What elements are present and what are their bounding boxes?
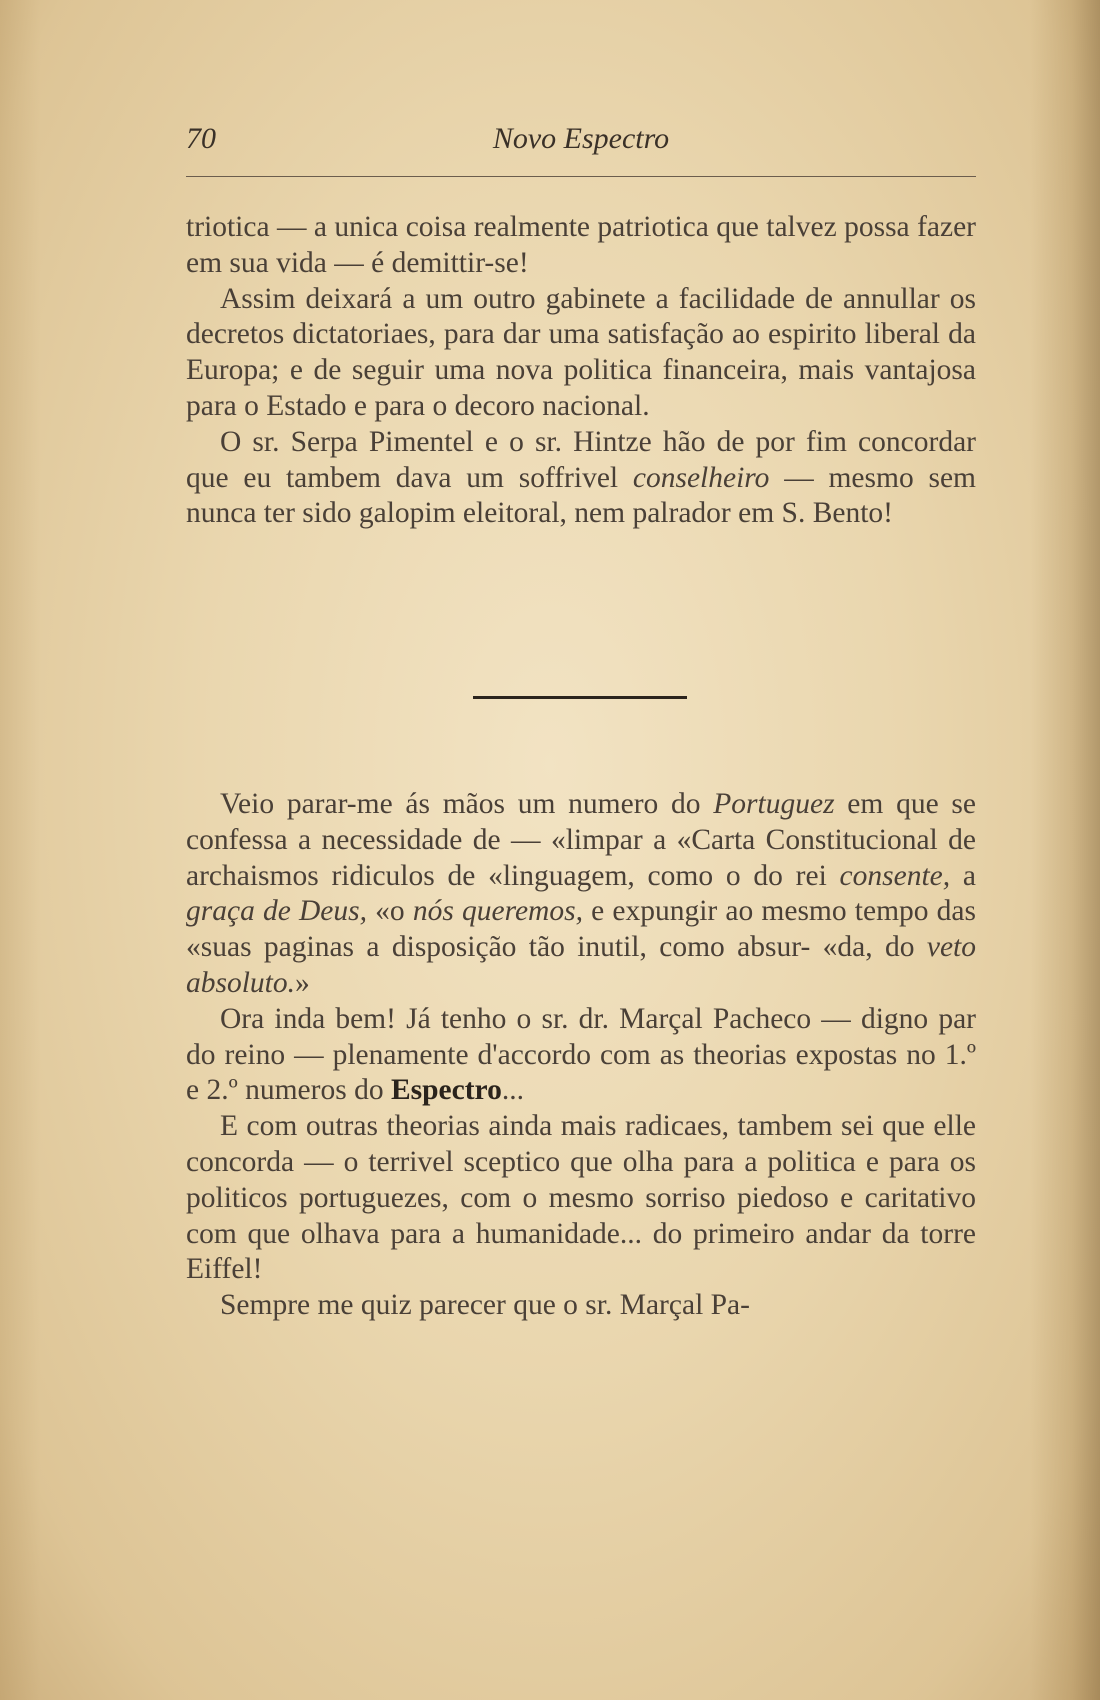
- text-run: Veio parar-me ás mãos um numero do: [220, 788, 714, 820]
- italic-term: consente,: [839, 859, 951, 892]
- paragraph-continued: triotica — a unica coisa realmente patriotica que talvez possa fazer em sua vida — é demittir-se!: [186, 211, 976, 279]
- italic-term: graça de Deus,: [186, 895, 367, 928]
- text-run: em que se confessa a necessidade de — «limpar a «Carta Constitucional de archaismos ridiculos de «linguagem, como o do rei: [186, 788, 976, 892]
- paragraph: Sempre me quiz parecer que o sr. Marçal Pa-: [220, 1289, 750, 1322]
- text-run: O sr. Serpa Pimentel e o sr. Hintze hão de por fim concordar que eu tambem dava um soffrivel: [186, 425, 976, 494]
- text-run: ...: [501, 1074, 524, 1107]
- running-head: [186, 122, 976, 162]
- text-block-top: [186, 210, 976, 532]
- paragraph: E com outras theorias ainda mais radicaes, tambem sei que elle concorda — o terrivel sceptico que olha para a politica e para os politicos portuguezes, com o mesmo sorriso piedoso e caritativo com que olhava para a humanidade... do primeiro andar da torre Eiffel!: [186, 1110, 976, 1286]
- text-run: Ora inda bem! Já tenho o sr. dr. Marçal Pacheco — digno par do reino — plenamente d'accordo com as theorias expostas no 1.º e 2.º numeros do: [186, 1002, 976, 1107]
- page-number: 70: [186, 122, 216, 155]
- bold-term: Espectro: [390, 1074, 502, 1107]
- header-rule: [186, 176, 976, 177]
- italic-term: Portuguez: [713, 788, 835, 820]
- paragraph: Assim deixará a um outro gabinete a facilidade de annullar os decretos dictatoriaes, para dar uma satisfação ao espirito liberal da Europa; e de seguir uma nova politica financeira, mais vantajosa para o Estado e para o decoro nacional.: [186, 282, 976, 422]
- paragraph: [186, 425, 976, 532]
- italic-term: veto absoluto.: [186, 931, 976, 999]
- text-run: — mesmo sem nunca ter sido galopim eleitoral, nem palrador em S. Bento!: [186, 461, 976, 530]
- text-run: «o: [367, 895, 413, 928]
- italic-term: nós queremos,: [412, 895, 583, 928]
- text-block-bottom: [186, 787, 976, 1324]
- running-title: Novo Espectro: [492, 122, 670, 155]
- text-run: »: [295, 966, 310, 999]
- paragraph: [186, 787, 976, 1002]
- paragraph: [186, 1002, 976, 1109]
- text-run: a: [950, 859, 977, 892]
- text-run: e expungir ao mesmo tempo das «suas paginas a disposição tão inutil, como absur- «da, do: [186, 895, 977, 964]
- section-divider: [473, 696, 687, 699]
- italic-term: conselheiro: [632, 461, 770, 494]
